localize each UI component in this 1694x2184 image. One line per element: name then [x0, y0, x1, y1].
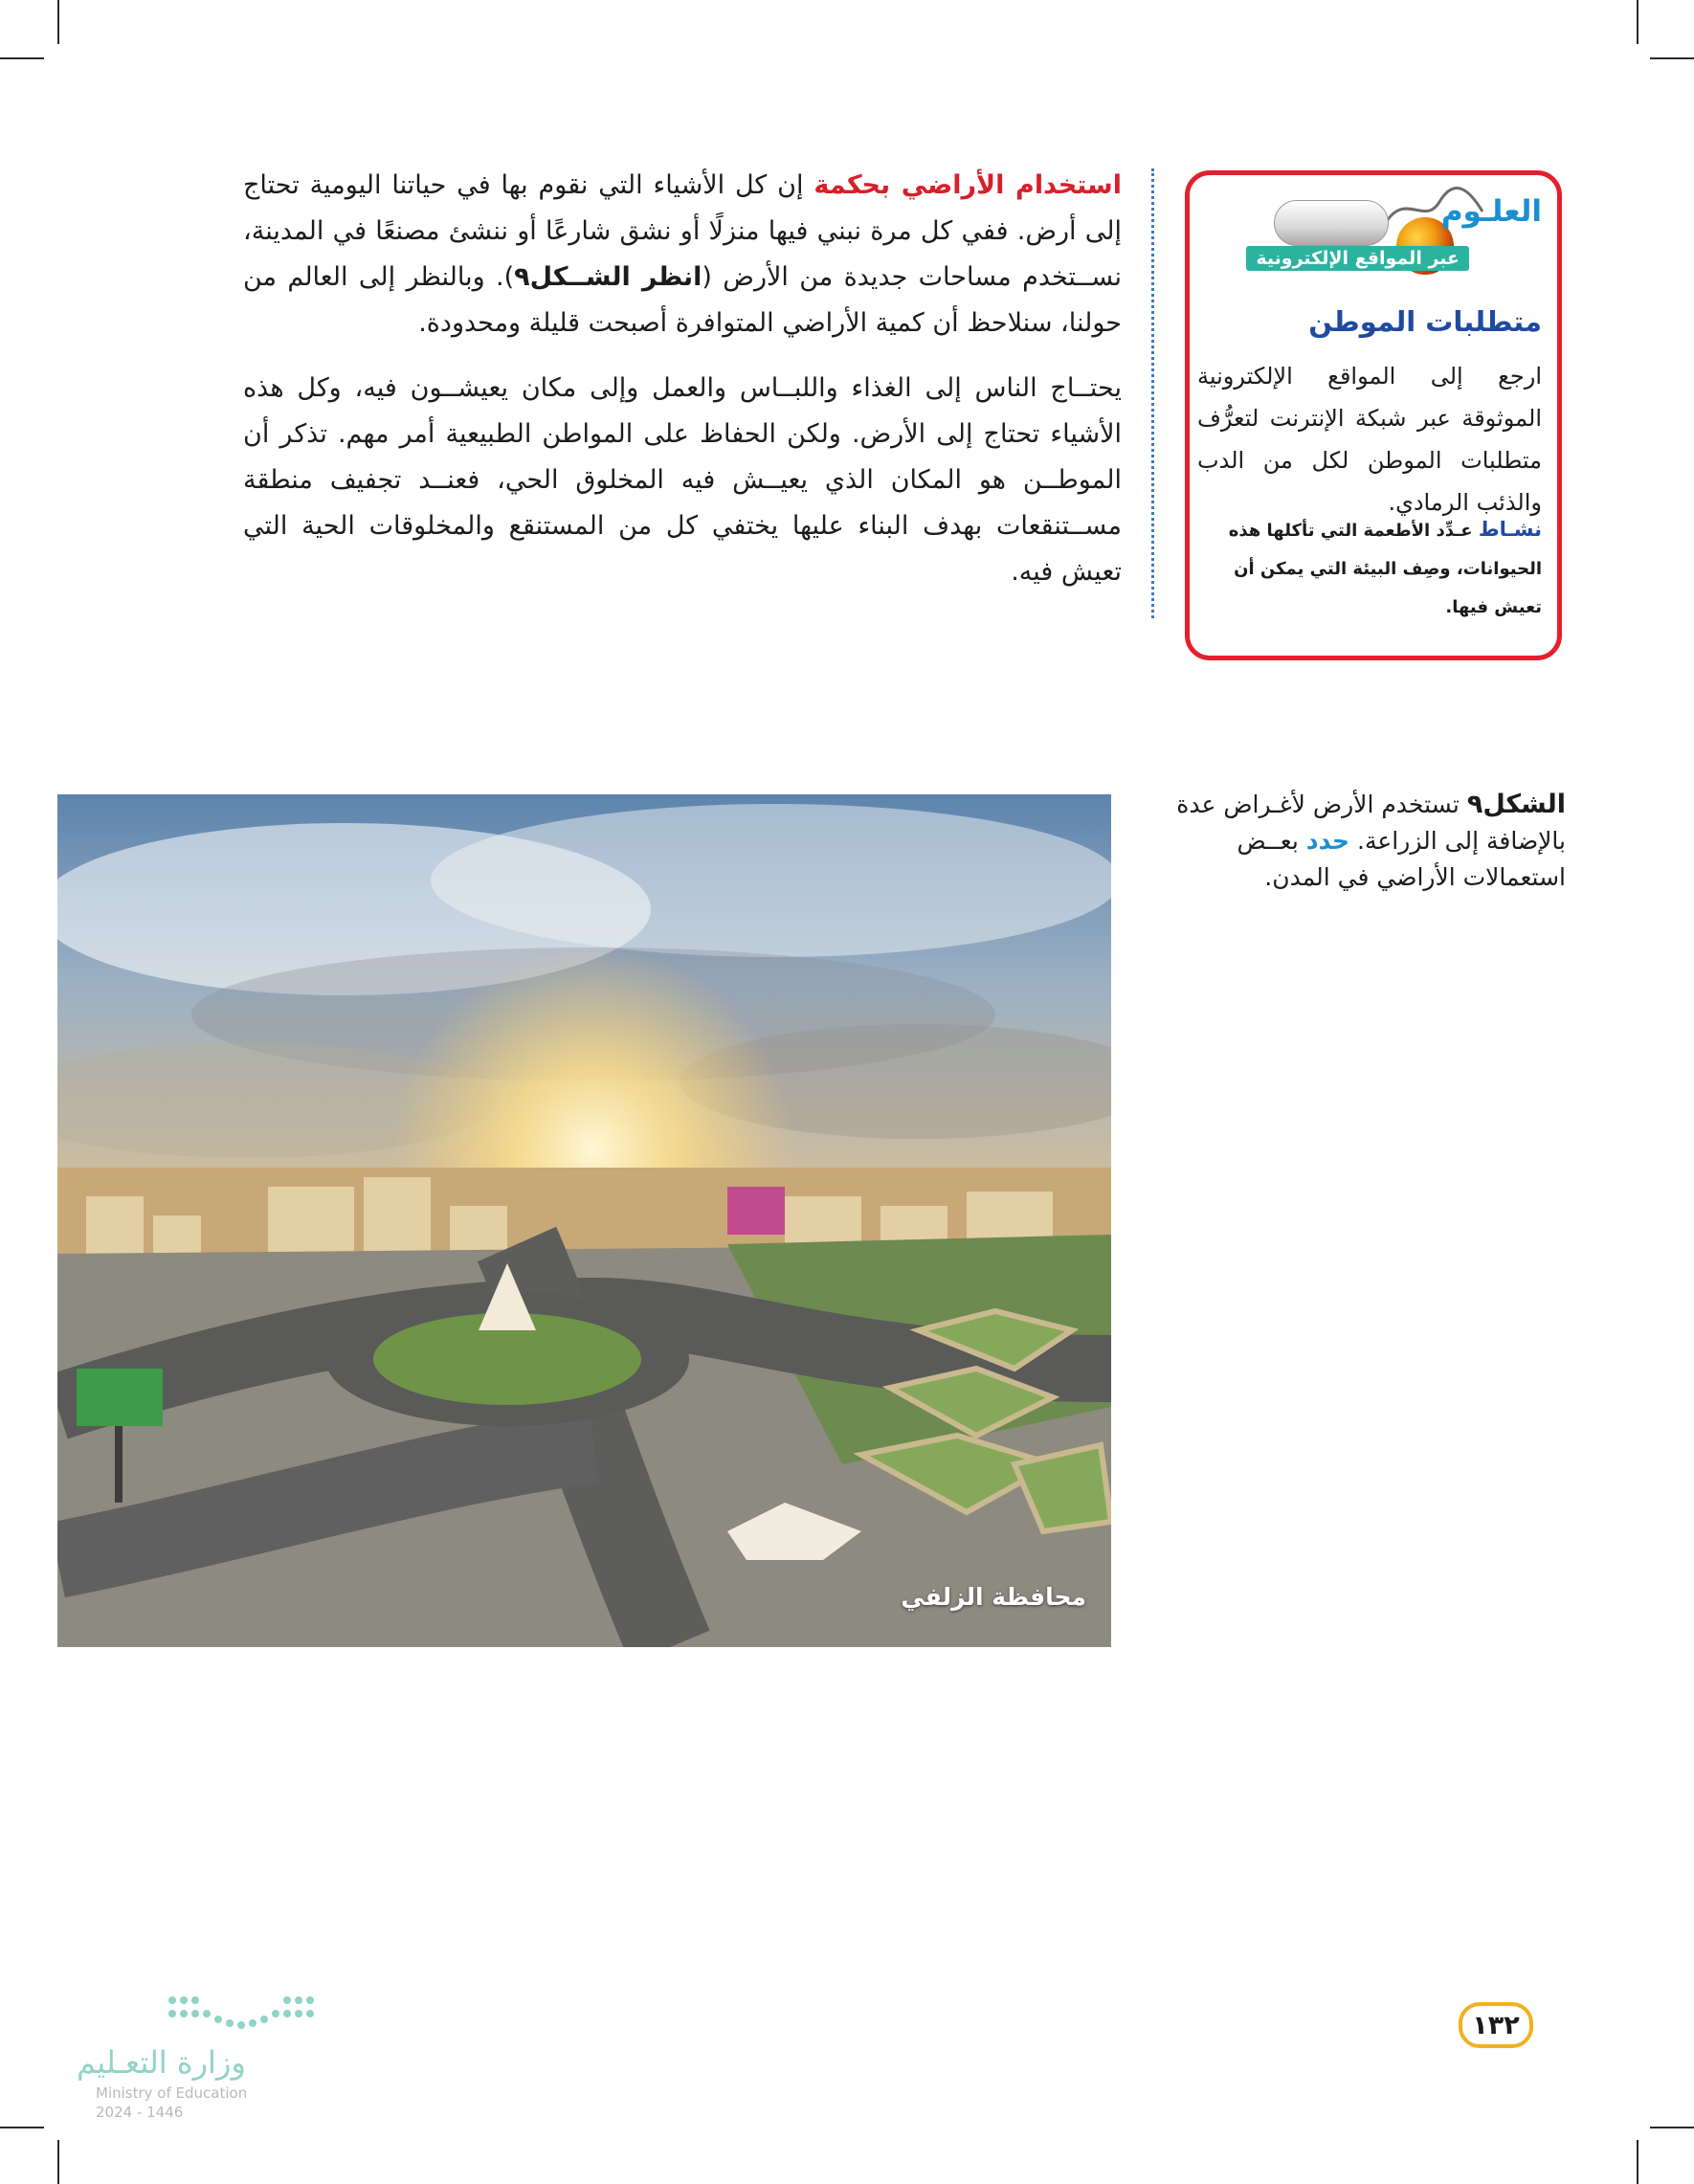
box-body-text: ارجع إلى المواقع الإلكترونية الموثوقة عبر شبكة الإنترنت لتعرُّف متطلبات الموطن لكل من الدب والذئب الرمادي.: [1197, 363, 1542, 516]
activity-label: نشـاط: [1478, 518, 1542, 541]
caption-text: تستخدم الأرض لأغـراض عدة بالإضافة إلى الزراعة.: [1176, 791, 1566, 855]
crop-mark: [0, 57, 44, 59]
box-heading: متطلبات الموطن: [1308, 305, 1542, 338]
ministry-name-en: Ministry of Education: [96, 2084, 248, 2102]
computer-mouse-icon: [1274, 200, 1389, 246]
ministry-name-ar: وزارة التعـليم: [77, 2044, 246, 2081]
crop-mark: [1637, 2140, 1638, 2184]
photo-illustration: [57, 794, 1111, 1647]
paragraph-text: ). وبالنظر إلى العالم من حولنا، سنلاحظ أن كمية الأراضي المتوافرة أصبحت قليلة ومحدودة.: [243, 262, 1122, 338]
figure-caption: [1154, 787, 1566, 896]
activity-text: عـدِّد الأطعمة التي تأكلها هذه الحيوانات، وصِف البيئة التي يمكن أن تعيش فيها.: [1228, 521, 1542, 617]
paragraph-text: إن كل الأشياء التي نقوم بها في حياتنا اليومية تحتاج إلى أرض. ففي كل مرة نبني فيها منزلًا أو نشق شارعًا أو ننشئ مصنعًا في المدينة، نســتخدم مساحات جديدة من الأرض (: [243, 170, 1122, 292]
figure-label: الشكل٩: [1466, 790, 1566, 819]
section-heading-inline: استخدام الأراضي بحكمة: [814, 170, 1122, 200]
box-activity: [1197, 510, 1542, 627]
ministry-logo-icon: [163, 1991, 316, 2039]
science-online-box: [1185, 170, 1562, 660]
crop-mark: [1637, 0, 1638, 44]
main-article: [243, 163, 1122, 614]
photo-location-label: محافظة الزلفي: [901, 1583, 1086, 1611]
crop-mark: [1650, 57, 1694, 59]
edition-year: 2024 - 1446: [96, 2104, 184, 2121]
crop-mark: [57, 0, 59, 44]
paragraph-land-use: [243, 163, 1122, 346]
figure-reference: انظر الشــكل٩: [514, 262, 702, 292]
crop-mark: [57, 2140, 59, 2184]
page-number: ١٣٢: [1459, 2002, 1533, 2048]
crop-mark: [1650, 2127, 1694, 2128]
caption-verb: حدد: [1305, 827, 1350, 855]
box-banner: عبر المواقع الإلكترونية: [1246, 246, 1469, 271]
crop-mark: [0, 2127, 44, 2128]
city-aerial-photo: [57, 794, 1111, 1647]
caption-text: بعــض استعمالات الأراضي في المدن.: [1237, 827, 1566, 891]
box-brand-title: العلـوم: [1440, 194, 1542, 229]
column-divider: [1151, 168, 1154, 618]
paragraph-habitat: يحتــاج الناس إلى الغذاء واللبــاس والعمل وإلى مكان يعيشــون فيه، وكل هذه الأشياء تحتاج إلى الأرض. ولكن الحفاظ على المواطن الطبيعية أمر مهم. تذكر أن الموطــن هو المكان الذي يعيــش فيه المخلوق الحي، فعنــد تجفيف منطقة مســتنقعات بهدف البناء عليها يختفي كل من المستنقع والمخلوقات الحية التي تعيش فيه.: [243, 373, 1122, 587]
